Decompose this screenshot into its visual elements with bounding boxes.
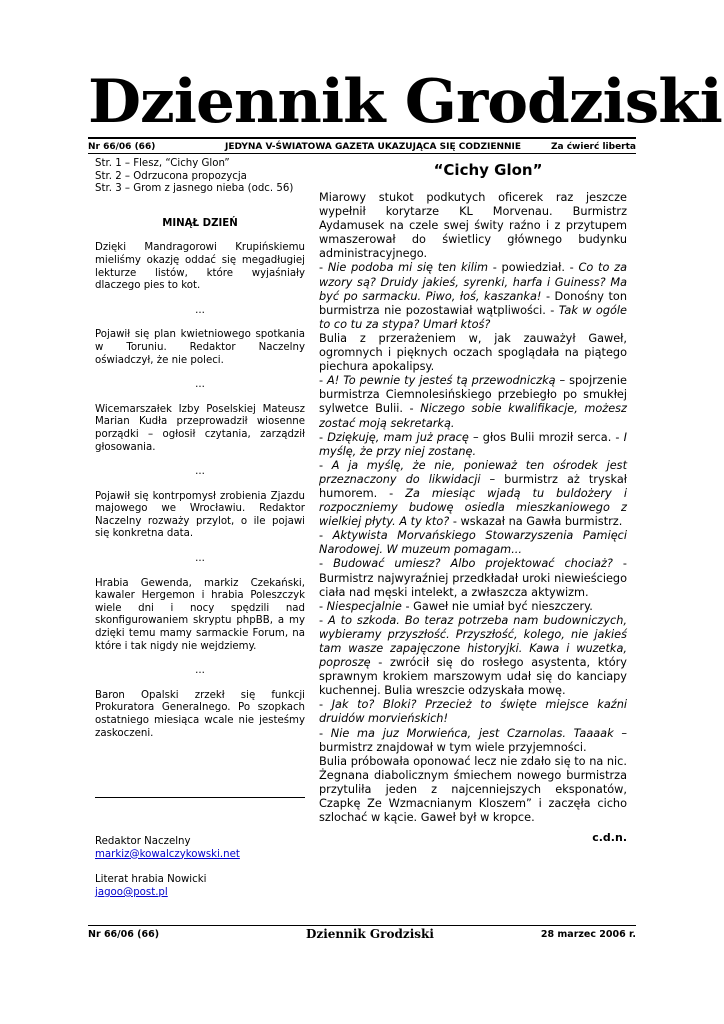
- footer-brand: Dziennik Grodziski: [306, 927, 434, 941]
- text-run: - Gaweł nie umiał być nieszczery.: [401, 599, 593, 613]
- masthead-price: Za ćwierć liberta: [550, 142, 636, 152]
- text-run: – głos Bulii mroził serca. -: [468, 430, 624, 444]
- news-separator: ...: [195, 553, 205, 565]
- article-paragraph: [319, 191, 627, 261]
- italic-run: I myślę, że przy niej zostanę.: [319, 430, 627, 458]
- italic-run: Nie ma juz Morwieńca, jest Czarnolas. Taaaak: [330, 726, 614, 740]
- article-paragraph: [319, 261, 627, 331]
- italic-run: Tak w ogóle to co tu za stypa? Umarł ktoś?: [319, 303, 628, 331]
- italic-run: Nie podoba mi się ten kilim: [327, 261, 488, 275]
- editor-role: Redaktor Naczelny: [95, 836, 191, 847]
- news-item: Pojawił się kontrpomysł zrobienia Zjazdu majowego we Wrocławiu. Redaktor Naczelny rozważy przylot, o ile pojawi się konkretna data.: [95, 490, 305, 540]
- italic-run: A to szkoda. Bo teraz potrzeba nam budowniczych, wybieramy przyszłość. Przyszłość, kolego, nie jakieś tam wasze zapajęczone historyjki. Kawa i wuzetka, poproszę: [319, 613, 628, 670]
- article-paragraph: [319, 698, 627, 726]
- news-heading: MINĄŁ DZIEŃ: [162, 217, 238, 229]
- footer-rule: [88, 925, 636, 926]
- text-run: -: [319, 529, 333, 543]
- news-separator: ...: [195, 466, 205, 478]
- article-signoff: c.d.n.: [592, 831, 627, 845]
- masthead-subbar: [88, 140, 636, 154]
- footer-date: 28 marzec 2006 r.: [540, 929, 636, 940]
- italic-run: A! To pewnie ty jesteś tą przewodniczką: [327, 374, 556, 388]
- masthead-title: Dziennik Grodziski: [88, 67, 722, 137]
- text-run: Miarowy stukot podkutych oficerek raz jeszcze wypełnił korytarze KL Morvenau. Burmistrz Aydamusek na czele swej świty raźno i z przytupem wmaszerował do świetlicy głównego budynku administracyjnego.: [319, 191, 627, 261]
- italic-run: Niespecjalnie: [326, 599, 402, 613]
- literat-email-link[interactable]: jagoo@post.pl: [95, 886, 168, 898]
- text-run: -: [319, 430, 328, 444]
- text-run: – burmistrz znajdował w tym wiele przyjemności.: [319, 726, 627, 754]
- article-paragraph: [319, 755, 627, 825]
- masthead-rule-top: [88, 137, 636, 139]
- article-paragraph: [319, 529, 627, 557]
- italic-run: Za miesiąc wjadą tu buldożery i rozpoczniemy budowę osiedla mieszkaniowego z wielkiej płyty. A ty kto?: [319, 486, 627, 529]
- italic-run: Budować umiesz? Albo projektować chociaż?: [333, 557, 613, 571]
- italic-run: A ja myślę, że nie, ponieważ ten ośrodek jest przeznaczony do likwidacji: [319, 458, 627, 486]
- italic-run: Dziękuję, mam już pracę: [327, 430, 469, 444]
- toc-item: Str. 2 – Odrzucona propozycja: [95, 170, 247, 182]
- news-item: Baron Opalski zrzekł się funkcji Prokuratora Generalnego. Po szopkach ostatniego miesiąca wcale nie jesteśmy zaskoczeni.: [95, 689, 305, 739]
- staff-box: [95, 836, 305, 899]
- masthead-rule-bottom: [88, 153, 636, 154]
- news-item: Hrabia Gewenda, markiz Czekański, kawaler Hergemon i hrabia Poleszczyk wiele dni i nocy spędzili nad skonfigurowaniem skryptu phpBB, a my dzięki temu mamy sarmackie Forum, na które i tak nigdy nie wejdziemy.: [95, 577, 305, 652]
- article: [319, 160, 627, 845]
- issue-number: Nr 66/06 (66): [88, 142, 156, 152]
- masthead: [88, 66, 722, 138]
- text-run: - powiedział. -: [487, 261, 579, 275]
- text-run: Bulia próbowała oponować lecz nie zdało się to na nic. Żegnana diabolicznym śmiechem nowego burmistrza przytuliła jeden z najcenniejszych eksponatów, Czapkę Ze Wzmacnianym Kloszem” i zaczęła cicho szlochać w kącie. Gaweł był w kropce.: [319, 754, 627, 825]
- article-paragraph: [319, 431, 627, 459]
- text-run: -: [319, 726, 331, 740]
- toc-item: Str. 1 – Flesz, “Cichy Glon”: [95, 158, 230, 169]
- news-item: Wicemarszałek Izby Poselskiej Mateusz Marian Kudła przeprowadził wiosenne porządki – ogłosił czytania, zarządził głosowania.: [95, 403, 305, 453]
- text-run: -: [319, 374, 328, 388]
- literat-role: Literat hrabia Nowicki: [95, 874, 207, 886]
- news-item: Dzięki Mandragorowi Krupińskiemu mieliśmy okazję oddać się megadługiej lekturze listów, które wyjaśniały dlaczego pies to kot.: [95, 242, 305, 292]
- article-paragraph: [319, 557, 627, 599]
- article-paragraph: [319, 600, 627, 614]
- masthead-slogan: JEDYNA V-ŚWIATOWA GAZETA UKAZUJĄCA SIĘ CODZIENNIE: [225, 142, 522, 152]
- text-run: – spojrzenie burmistrza Ciemnolesińskiego przebiegło po smukłej sylwetce Bulii. -: [319, 374, 628, 416]
- italic-run: Aktywista Morvańskiego Stowarzyszenia Pamięci Narodowej. W muzeum pomagam...: [319, 529, 628, 557]
- text-run: - zwrócił się do rosłego asystenta, który sprawnym krokiem marszowym udał się do kanciapy kuchennej. Bulia wreszcie odzyskała mowę.: [319, 656, 627, 698]
- text-run: Bulia z przerażeniem w, jak zauważył Gaweł, ogromnych i pięknych oczach spoglądała na piątego piechura apokalipsy.: [319, 331, 627, 374]
- text-run: -: [319, 261, 328, 275]
- news-separator: ...: [195, 665, 205, 677]
- text-run: - wskazał na Gawła burmistrz.: [449, 515, 623, 529]
- article-paragraph: [319, 459, 627, 529]
- italic-run: Jak to? Bloki? Przecież to święte miejsce kaźni druidów morvieńskich!: [319, 698, 627, 726]
- news-separator: ...: [195, 379, 205, 391]
- left-column-divider: [95, 797, 305, 798]
- text-run: -: [319, 599, 327, 613]
- article-body: [319, 191, 627, 825]
- left-column: [95, 158, 305, 740]
- article-paragraph: [319, 374, 627, 430]
- text-run: -: [319, 613, 329, 627]
- text-run: -: [319, 458, 332, 472]
- text-run: -: [319, 698, 332, 712]
- toc-item: Str. 3 – Grom z jasnego nieba (odc. 56): [95, 183, 294, 195]
- text-run: - Burmistrz najwyraźniej przedkładał uroki niewieściego ciała nad męski intelekt, a zwłaszcza aktywizm.: [319, 557, 627, 599]
- article-paragraph: [319, 332, 627, 374]
- italic-run: Co to za wzory są? Druidy jakieś, syrenki, harfa i Guiness? Ma być po sarmacku. Piwo, łoś, kaszanka!: [319, 261, 627, 303]
- footer-issue: Nr 66/06 (66): [88, 929, 160, 940]
- editor-email-link[interactable]: markiz@kowalczykowski.net: [95, 848, 240, 860]
- article-title: “Cichy Glon”: [433, 161, 543, 179]
- page-footer: [88, 928, 636, 942]
- table-of-contents: [95, 158, 305, 196]
- article-paragraph: [319, 727, 627, 755]
- text-run: -: [319, 557, 334, 571]
- italic-run: Niczego sobie kwalifikacje, możesz zostać moją sekretarką.: [319, 402, 627, 430]
- news-separator: ...: [195, 304, 205, 316]
- text-run: - Donośny ton burmistrza nie pozostawiał wątpliwości. -: [319, 289, 628, 317]
- article-paragraph: [319, 614, 627, 699]
- text-run: – burmistrz aż tryskał humorem. -: [319, 472, 627, 500]
- news-item: Pojawił się plan kwietniowego spotkania w Toruniu. Redaktor Naczelny oświadczył, że nie poleci.: [95, 329, 305, 366]
